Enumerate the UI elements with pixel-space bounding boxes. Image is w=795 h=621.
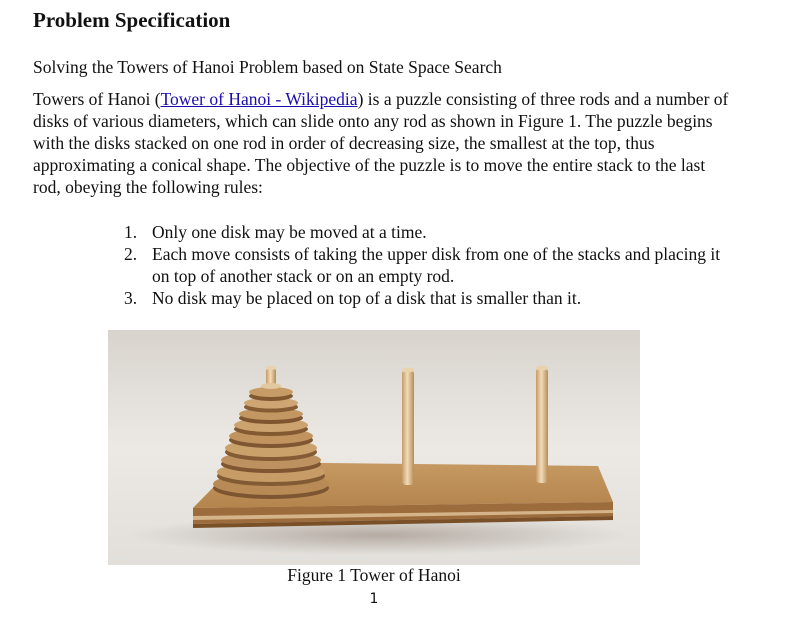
- rule-item: [124, 243, 724, 287]
- rule-item: [124, 287, 724, 309]
- rule-number: 1.: [124, 222, 138, 242]
- problem-subtitle: Solving the Towers of Hanoi Problem based on State Space Search: [33, 57, 502, 77]
- rod-right: [536, 366, 548, 484]
- rule-item: [124, 221, 724, 243]
- intro-paragraph: [33, 88, 733, 198]
- rule-text: Only one disk may be moved at a time.: [152, 222, 427, 242]
- page-number: 1: [369, 591, 379, 607]
- rule-number: 3.: [124, 288, 138, 308]
- intro-text-end: ) is a puzzle consisting of three rods and a number of disks of various diameters, which can slide onto any rod as shown in Figure 1. The puzzle begins with the disks stacked on one rod in order of decreasing size, the smallest at the top, thus approximating a conical shape. The objective of the puzzle is to move the entire stack to the last rod, obeying the following rules:: [33, 89, 729, 197]
- figure-caption: Figure 1 Tower of Hanoi: [287, 565, 461, 585]
- rule-text: Each move consists of taking the upper disk from one of the stacks and placing it on top of another stack or on an empty rod.: [152, 244, 721, 286]
- page-title: Problem Specification: [33, 8, 231, 32]
- rod-middle: [402, 368, 414, 486]
- intro-text-start: Towers of Hanoi (: [33, 89, 161, 109]
- rules-list: [124, 221, 724, 309]
- tower-of-hanoi-illustration: [108, 330, 640, 565]
- tower-of-hanoi-photo: [108, 330, 640, 565]
- rule-text: No disk may be placed on top of a disk that is smaller than it.: [152, 288, 582, 308]
- rule-number: 2.: [124, 244, 138, 264]
- wikipedia-link[interactable]: Tower of Hanoi - Wikipedia: [160, 89, 358, 109]
